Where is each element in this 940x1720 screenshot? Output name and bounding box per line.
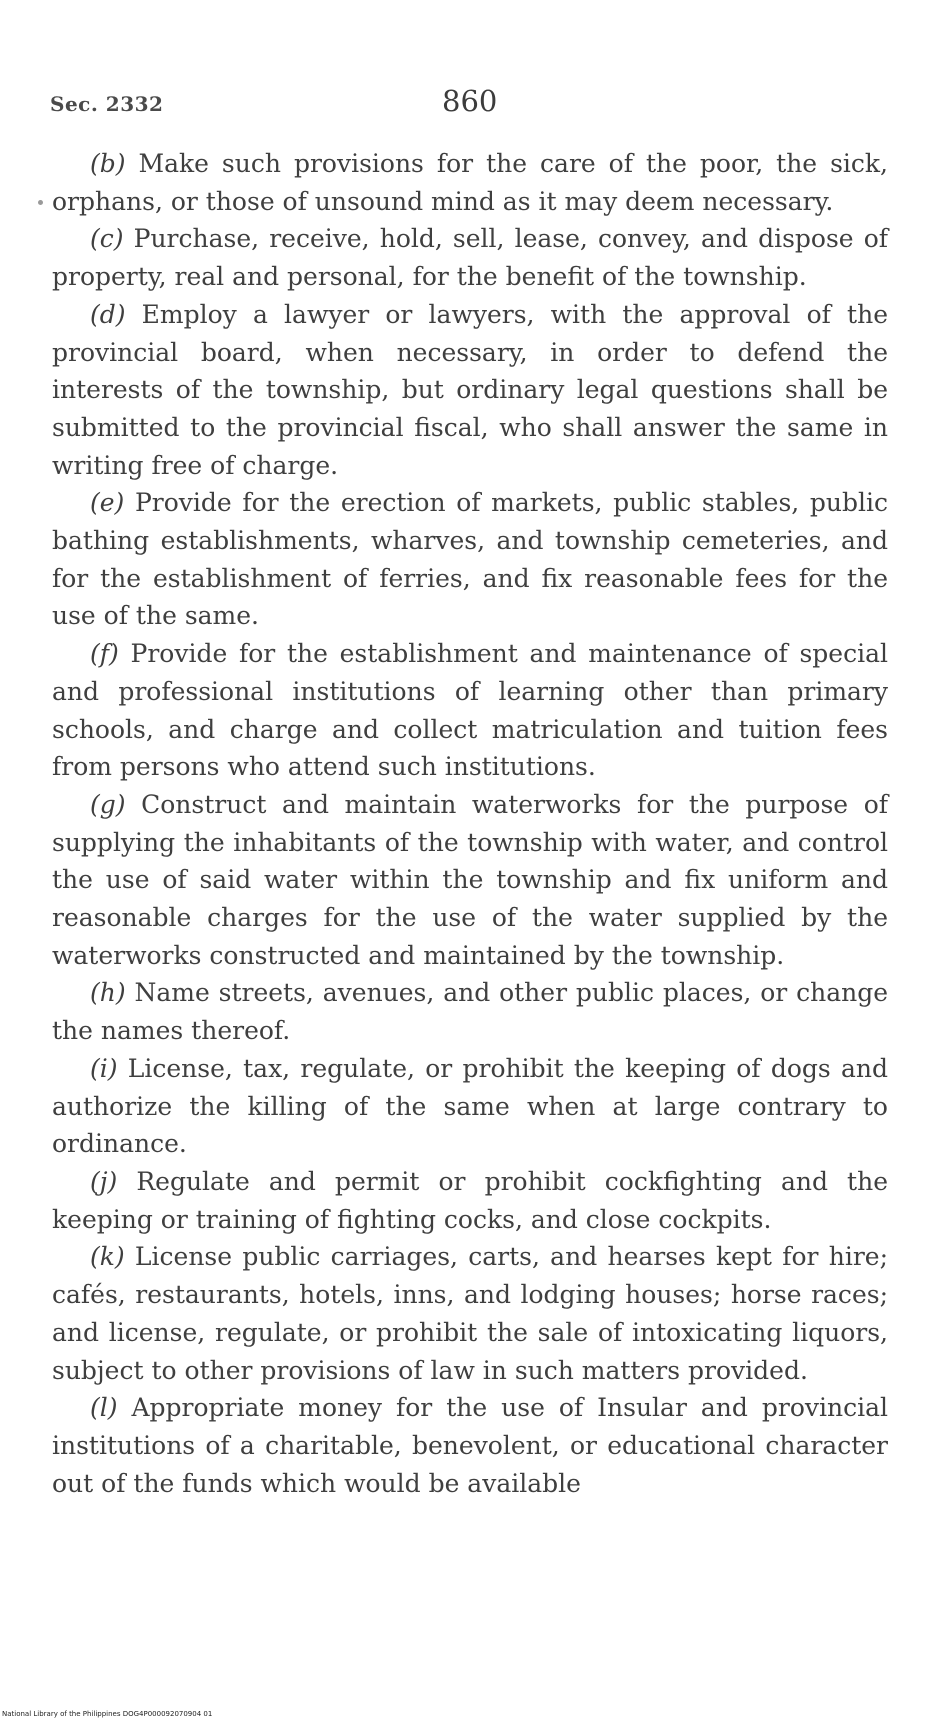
body-text bbox=[52, 145, 888, 1502]
paragraph-j bbox=[52, 1163, 888, 1238]
paragraph-label: (h) bbox=[90, 978, 126, 1008]
paragraph-label: (i) bbox=[90, 1053, 118, 1083]
paragraph-label: (l) bbox=[90, 1393, 118, 1423]
paragraph-text: Purchase, receive, hold, sell, lease, convey, and dispose of property, real and personal, for the benefit of the township. bbox=[52, 224, 888, 292]
scan-footer bbox=[0, 1700, 940, 1720]
paragraph-label: (f) bbox=[90, 639, 119, 669]
page-number: 860 bbox=[442, 84, 498, 118]
paragraph-d bbox=[52, 296, 888, 485]
paragraph-text: License public carriages, carts, and hearses kept for hire; cafés, restaurants, hotels, inns, and lodging houses; horse races; and license, regulate, or prohibit the sale of intoxicating liquors, subject to other provisions of law in such matters provided. bbox=[52, 1242, 888, 1385]
paragraph-c bbox=[52, 220, 888, 295]
paragraph-h bbox=[52, 974, 888, 1049]
paragraph-f bbox=[52, 635, 888, 786]
scan-attribution: National Library of the Philippines DOG4P000092070904 01 bbox=[2, 1710, 213, 1718]
paragraph-label: (k) bbox=[90, 1242, 125, 1272]
paragraph-text: Provide for the erection of markets, public stables, public bathing establishments, wharves, and township cemeteries, and for the establishment of ferries, and fix reasonable fees for the use of the same. bbox=[52, 488, 888, 631]
paragraph-label: (d) bbox=[90, 299, 126, 329]
paragraph-label: (g) bbox=[90, 789, 126, 819]
paragraph-k bbox=[52, 1238, 888, 1389]
paragraph-text: Employ a lawyer or lawyers, with the approval of the provincial board, when necessary, in order to defend the interests of the township, but ordinary legal questions shall be submitted to the provincial fiscal, who shall answer the same in writing free of charge. bbox=[52, 299, 888, 480]
paragraph-label: (c) bbox=[90, 224, 124, 254]
section-reference: Sec. 2332 bbox=[50, 92, 164, 116]
paragraph-label: (j) bbox=[90, 1166, 118, 1196]
paragraph-text: Provide for the establishment and maintenance of special and professional institutions of learning other than primary schools, and charge and collect matriculation and tuition fees from persons who attend such institutions. bbox=[52, 639, 888, 782]
paragraph-g bbox=[52, 786, 888, 975]
paragraph-text: Appropriate money for the use of Insular and provincial institutions of a charitable, benevolent, or educational character out of the funds which would be available bbox=[52, 1393, 888, 1498]
paragraph-text: Construct and maintain waterworks for the purpose of supplying the inhabitants of the township with water, and control the use of said water within the township and fix uniform and reasonable charges for the use of the water supplied by the waterworks constructed and maintained by the township. bbox=[52, 789, 888, 970]
paragraph-b bbox=[52, 145, 888, 220]
paragraph-e bbox=[52, 484, 888, 635]
paragraph-text: Regulate and permit or prohibit cockfighting and the keeping or training of fighting cocks, and close cockpits. bbox=[52, 1166, 888, 1234]
page-header bbox=[0, 84, 940, 124]
paragraph-text: License, tax, regulate, or prohibit the keeping of dogs and authorize the killing of the same when at large contrary to ordinance. bbox=[52, 1053, 888, 1159]
paragraph-i bbox=[52, 1050, 888, 1163]
margin-speck bbox=[38, 200, 43, 205]
paragraph-label: (b) bbox=[90, 149, 126, 178]
paragraph-text: Make such provisions for the care of the poor, the sick, orphans, or those of unsound mind as it may deem necessary. bbox=[52, 149, 888, 216]
paragraph-text: Name streets, avenues, and other public places, or change the names thereof. bbox=[52, 978, 888, 1046]
paragraph-label: (e) bbox=[90, 488, 125, 518]
paragraph-l bbox=[52, 1389, 888, 1502]
